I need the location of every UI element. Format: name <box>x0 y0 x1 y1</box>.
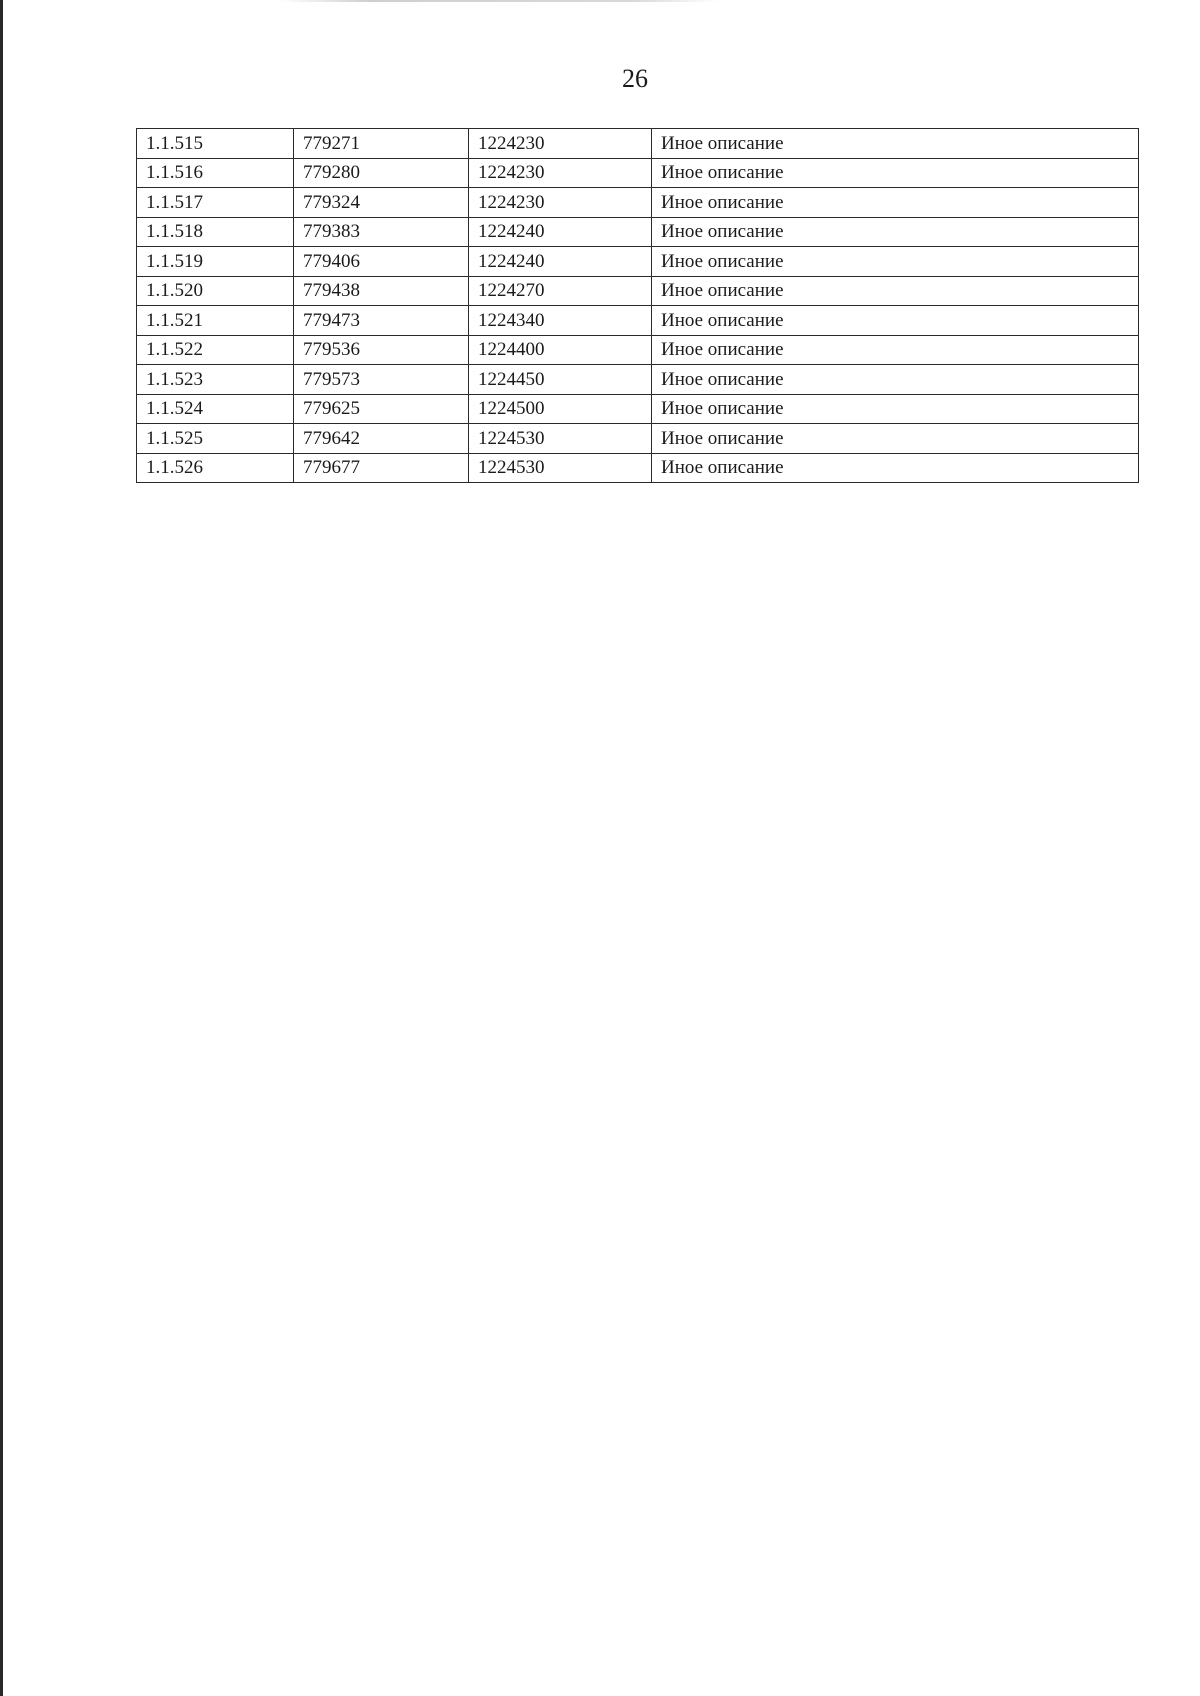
point-number-cell: 1.1.515 <box>137 129 294 159</box>
description-cell: Иное описание <box>652 129 1139 159</box>
table-row <box>137 276 1139 306</box>
y-coordinate-cell: 1224400 <box>469 335 652 365</box>
point-number-cell: 1.1.524 <box>137 394 294 424</box>
x-coordinate-cell: 779625 <box>294 394 469 424</box>
coordinates-table-body <box>137 129 1139 483</box>
y-coordinate-cell: 1224230 <box>469 158 652 188</box>
point-number-cell: 1.1.526 <box>137 453 294 483</box>
table-row <box>137 217 1139 247</box>
table-row <box>137 247 1139 277</box>
x-coordinate-cell: 779536 <box>294 335 469 365</box>
x-coordinate-cell: 779473 <box>294 306 469 336</box>
point-number-cell: 1.1.523 <box>137 365 294 395</box>
description-cell: Иное описание <box>652 188 1139 218</box>
y-coordinate-cell: 1224530 <box>469 424 652 454</box>
description-cell: Иное описание <box>652 335 1139 365</box>
scan-border-left <box>0 0 3 1696</box>
table-row <box>137 365 1139 395</box>
table-row <box>137 424 1139 454</box>
x-coordinate-cell: 779677 <box>294 453 469 483</box>
x-coordinate-cell: 779573 <box>294 365 469 395</box>
description-cell: Иное описание <box>652 306 1139 336</box>
point-number-cell: 1.1.521 <box>137 306 294 336</box>
page-number: 26 <box>622 64 648 93</box>
description-cell: Иное описание <box>652 424 1139 454</box>
x-coordinate-cell: 779438 <box>294 276 469 306</box>
description-cell: Иное описание <box>652 453 1139 483</box>
description-cell: Иное описание <box>652 158 1139 188</box>
y-coordinate-cell: 1224240 <box>469 217 652 247</box>
y-coordinate-cell: 1224240 <box>469 247 652 277</box>
description-cell: Иное описание <box>652 247 1139 277</box>
table-row <box>137 335 1139 365</box>
x-coordinate-cell: 779280 <box>294 158 469 188</box>
description-cell: Иное описание <box>652 276 1139 306</box>
table-row <box>137 394 1139 424</box>
description-cell: Иное описание <box>652 217 1139 247</box>
table-row <box>137 453 1139 483</box>
point-number-cell: 1.1.518 <box>137 217 294 247</box>
point-number-cell: 1.1.519 <box>137 247 294 277</box>
point-number-cell: 1.1.517 <box>137 188 294 218</box>
table-row <box>137 158 1139 188</box>
description-cell: Иное описание <box>652 394 1139 424</box>
y-coordinate-cell: 1224230 <box>469 188 652 218</box>
x-coordinate-cell: 779406 <box>294 247 469 277</box>
y-coordinate-cell: 1224500 <box>469 394 652 424</box>
table-row <box>137 129 1139 159</box>
x-coordinate-cell: 779383 <box>294 217 469 247</box>
x-coordinate-cell: 779324 <box>294 188 469 218</box>
y-coordinate-cell: 1224340 <box>469 306 652 336</box>
table-row <box>137 188 1139 218</box>
point-number-cell: 1.1.516 <box>137 158 294 188</box>
y-coordinate-cell: 1224270 <box>469 276 652 306</box>
scan-border-top <box>280 0 720 2</box>
point-number-cell: 1.1.520 <box>137 276 294 306</box>
table-row <box>137 306 1139 336</box>
description-cell: Иное описание <box>652 365 1139 395</box>
point-number-cell: 1.1.525 <box>137 424 294 454</box>
point-number-cell: 1.1.522 <box>137 335 294 365</box>
x-coordinate-cell: 779642 <box>294 424 469 454</box>
y-coordinate-cell: 1224450 <box>469 365 652 395</box>
x-coordinate-cell: 779271 <box>294 129 469 159</box>
y-coordinate-cell: 1224530 <box>469 453 652 483</box>
y-coordinate-cell: 1224230 <box>469 129 652 159</box>
coordinates-table <box>136 128 1139 483</box>
